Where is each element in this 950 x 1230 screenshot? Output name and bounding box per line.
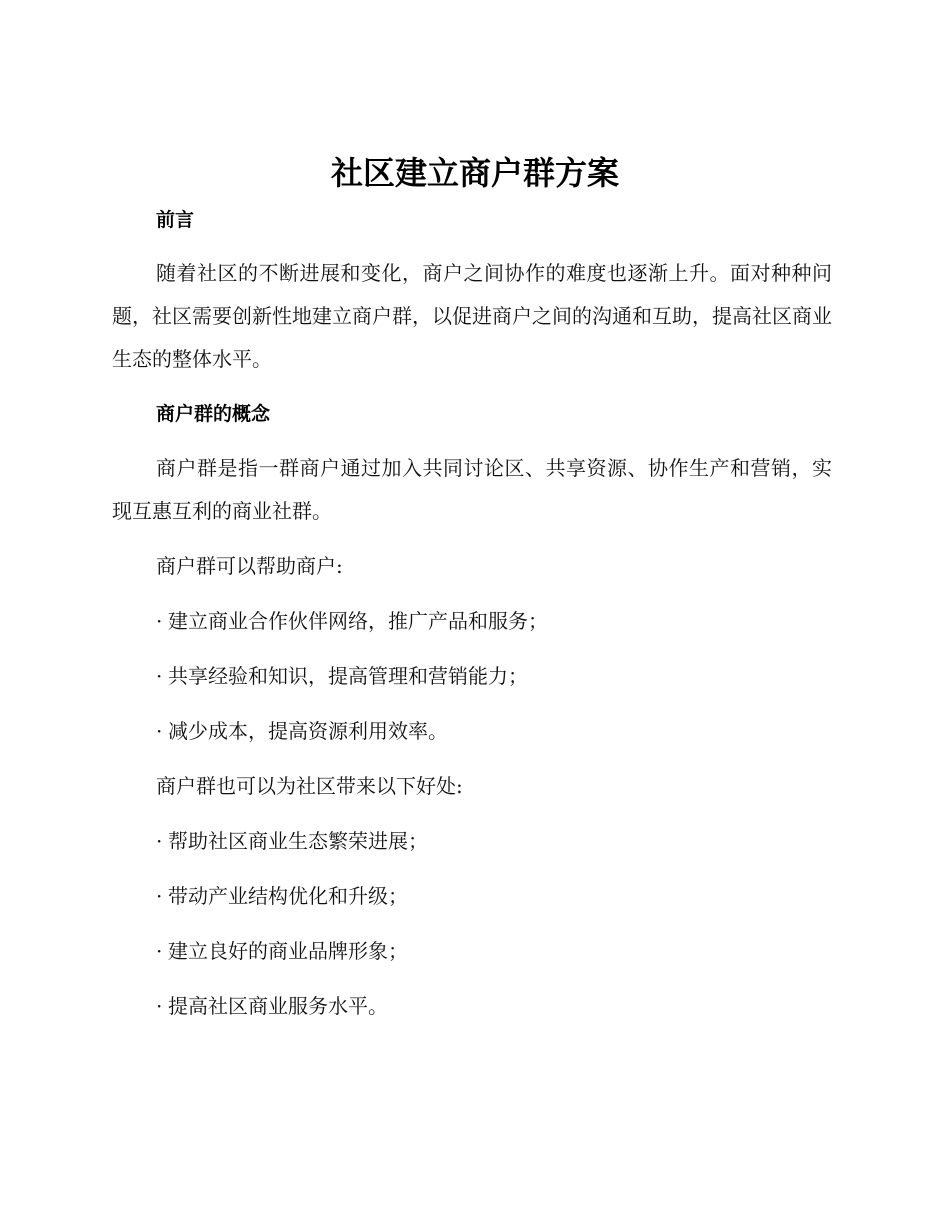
list-item — [156, 936, 836, 966]
bullet-icon: · — [156, 664, 163, 688]
list-item — [156, 661, 836, 691]
list-item — [156, 881, 836, 911]
section-heading-concept: 商户群的概念 — [156, 403, 271, 425]
list-item — [156, 826, 836, 856]
list-item-text: 建立良好的商业品牌形象； — [168, 939, 408, 963]
bullet-icon: · — [156, 609, 163, 633]
list-item-text: 帮助社区商业生态繁荣进展； — [168, 829, 428, 853]
list-item — [156, 991, 836, 1021]
bullet-icon: · — [156, 994, 163, 1018]
list-item-text: 共享经验和知识，提高管理和营销能力； — [168, 664, 528, 688]
document-title: 社区建立商户群方案 — [330, 154, 619, 192]
bullet-icon: · — [156, 719, 163, 743]
section-heading-preface: 前言 — [156, 209, 195, 231]
bullet-icon: · — [156, 939, 163, 963]
list-item-text: 提高社区商业服务水平。 — [168, 994, 388, 1018]
bullet-icon: · — [156, 884, 163, 908]
list-item-text: 建立商业合作伙伴网络，推广产品和服务； — [168, 609, 548, 633]
list-item — [156, 606, 836, 636]
list-item-text: 带动产业结构优化和升级； — [168, 884, 408, 908]
community-benefits-intro: 商户群也可以为社区带来以下好处: — [156, 774, 463, 798]
concept-paragraph: 商户群是指一群商户通过加入共同讨论区、共享资源、协作生产和营销，实现互惠互利的商业社群。 — [112, 456, 832, 523]
preface-paragraph: 随着社区的不断进展和变化，商户之间协作的难度也逐渐上升。面对种种问题，社区需要创新性地建立商户群，以促进商户之间的沟通和互助，提高社区商业生态的整体水平。 — [112, 261, 832, 371]
list-item — [156, 716, 836, 746]
merchant-benefits-intro: 商户群可以帮助商户: — [156, 554, 343, 578]
list-item-text: 减少成本，提高资源利用效率。 — [168, 719, 448, 743]
bullet-icon: · — [156, 829, 163, 853]
